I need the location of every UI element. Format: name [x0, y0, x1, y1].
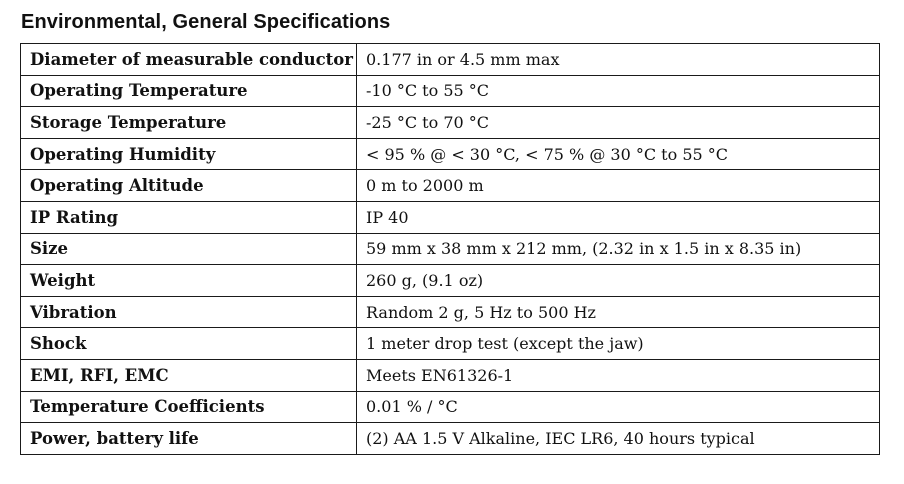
table-row [21, 359, 880, 391]
spec-label: Power, battery life [21, 423, 357, 455]
spec-label: Diameter of measurable conductor [21, 44, 357, 76]
spec-value: 0 m to 2000 m [357, 170, 880, 202]
table-row [21, 170, 880, 202]
spec-value: 0.01 % / °C [357, 391, 880, 423]
table-row [21, 75, 880, 107]
table-row [21, 328, 880, 360]
section-title: Environmental, General Specifications [21, 11, 391, 33]
spec-value: Random 2 g, 5 Hz to 500 Hz [357, 296, 880, 328]
spec-label: Temperature Coefficients [21, 391, 357, 423]
table-row [21, 107, 880, 139]
table-row [21, 201, 880, 233]
spec-label: EMI, RFI, EMC [21, 359, 357, 391]
spec-label: Operating Humidity [21, 138, 357, 170]
table-row [21, 138, 880, 170]
spec-label: Vibration [21, 296, 357, 328]
spec-label: Shock [21, 328, 357, 360]
table-row [21, 265, 880, 297]
spec-value: (2) AA 1.5 V Alkaline, IEC LR6, 40 hours typical [357, 423, 880, 455]
specifications-table [20, 43, 880, 455]
spec-label: Storage Temperature [21, 107, 357, 139]
spec-value: IP 40 [357, 201, 880, 233]
spec-label: Size [21, 233, 357, 265]
spec-value: < 95 % @ < 30 °C, < 75 % @ 30 °C to 55 °C [357, 138, 880, 170]
spec-value: 260 g, (9.1 oz) [357, 265, 880, 297]
table-row [21, 233, 880, 265]
spec-value: Meets EN61326-1 [357, 359, 880, 391]
table-row [21, 296, 880, 328]
table-row [21, 423, 880, 455]
table-row [21, 391, 880, 423]
spec-value: 1 meter drop test (except the jaw) [357, 328, 880, 360]
spec-label: IP Rating [21, 201, 357, 233]
spec-label: Weight [21, 265, 357, 297]
spec-value: -25 °C to 70 °C [357, 107, 880, 139]
spec-value: 0.177 in or 4.5 mm max [357, 44, 880, 76]
spec-label: Operating Temperature [21, 75, 357, 107]
spec-value: -10 °C to 55 °C [357, 75, 880, 107]
spec-value: 59 mm x 38 mm x 212 mm, (2.32 in x 1.5 in x 8.35 in) [357, 233, 880, 265]
spec-label: Operating Altitude [21, 170, 357, 202]
table-row [21, 44, 880, 76]
